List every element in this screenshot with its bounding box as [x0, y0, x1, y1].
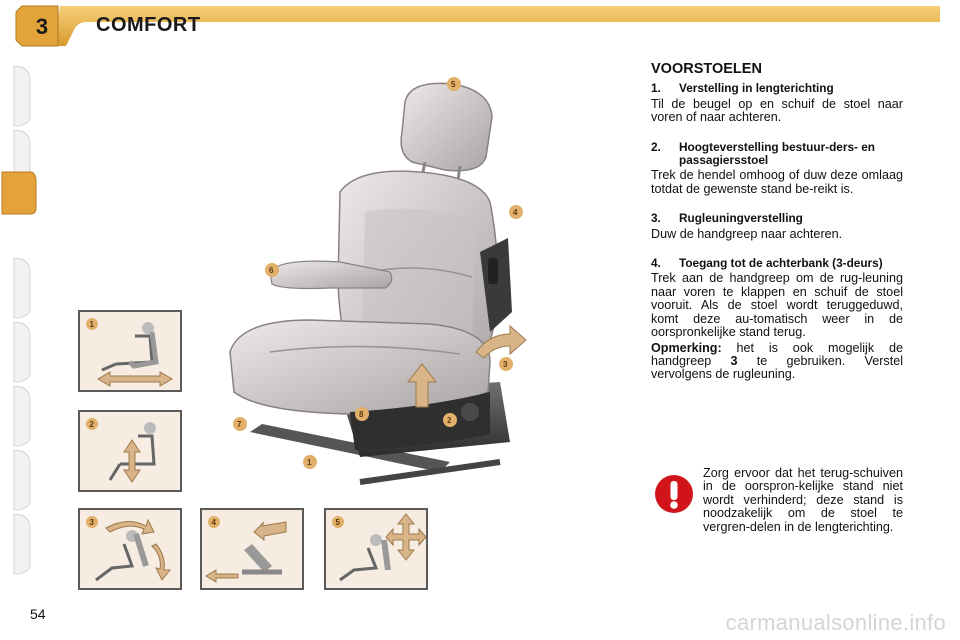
section-title: VOORSTOELEN [651, 61, 762, 77]
svg-text:5: 5 [451, 80, 456, 89]
note [651, 342, 903, 382]
page-number: 54 [30, 606, 46, 622]
note-text-1: het is ook mogelijk de handgreep [651, 340, 903, 368]
svg-text:4: 4 [513, 208, 518, 217]
svg-text:2: 2 [89, 420, 94, 429]
svg-text:5: 5 [335, 518, 340, 527]
chapter-number: 3 [35, 14, 49, 39]
svg-text:1: 1 [89, 320, 94, 329]
warning-box [651, 467, 903, 534]
item-2-title: 2. Hoogteverstelling bestuur-ders- en passagiersstoel [651, 139, 875, 168]
thumbnail-3-backrest [78, 508, 182, 590]
svg-text:8: 8 [359, 410, 364, 419]
note-bold: 3 [730, 353, 738, 368]
chapter-side-tabs [0, 60, 40, 580]
thumbnail-4-rear-access [200, 508, 304, 590]
thumbnail-1-longitudinal [78, 310, 182, 392]
item-3-text: Duw de handgreep naar achteren. [651, 226, 843, 241]
item-1-text: Til de beugel op en schuif de stoel naar voren of naar achteren. [651, 96, 903, 125]
note-text-2: te gebruiken. Verstel vervolgens de rugleuning. [651, 353, 903, 382]
svg-text:6: 6 [269, 266, 274, 275]
svg-text:3: 3 [503, 360, 508, 369]
item-1-title: 1. Verstelling in lengterichting [651, 81, 834, 96]
item-2-text: Trek de hendel omhoog of duw deze omlaag totdat de gewenste stand be-reikt is. [651, 168, 903, 196]
svg-text:1: 1 [307, 458, 312, 467]
chapter-title: COMFORT [96, 14, 201, 36]
seat-illustration [190, 62, 570, 492]
item-4-text: Trek aan de handgreep om de rug-leuning naar voren te klappen en schuif de stoel vooruit. Als de stoel wordt teruggeduwd, komt deze au-tomatisch weer in de oorspronkelijke stand terug. [651, 271, 903, 340]
item-4-title: 4. Toegang tot de achterbank (3-deurs) [651, 256, 883, 271]
svg-text:3: 3 [89, 518, 94, 527]
front-seats-section [651, 63, 903, 382]
note-label: Opmerking: [651, 340, 722, 355]
svg-text:4: 4 [211, 518, 216, 527]
svg-text:2: 2 [447, 416, 452, 425]
thumbnail-5-headrest [324, 508, 428, 590]
thumbnail-2-height [78, 410, 182, 492]
svg-text:7: 7 [237, 420, 242, 429]
watermark: carmanualsonline.info [725, 610, 946, 635]
item-3-title: 3. Rugleuningverstelling [651, 211, 803, 226]
warning-text: Zorg ervoor dat het terug-schuiven in de oorspron-kelijke stand niet wordt verhinderd; deze stand is noodzakelijk om de stoel te vergren-delen in de lengterichting. [703, 466, 903, 534]
